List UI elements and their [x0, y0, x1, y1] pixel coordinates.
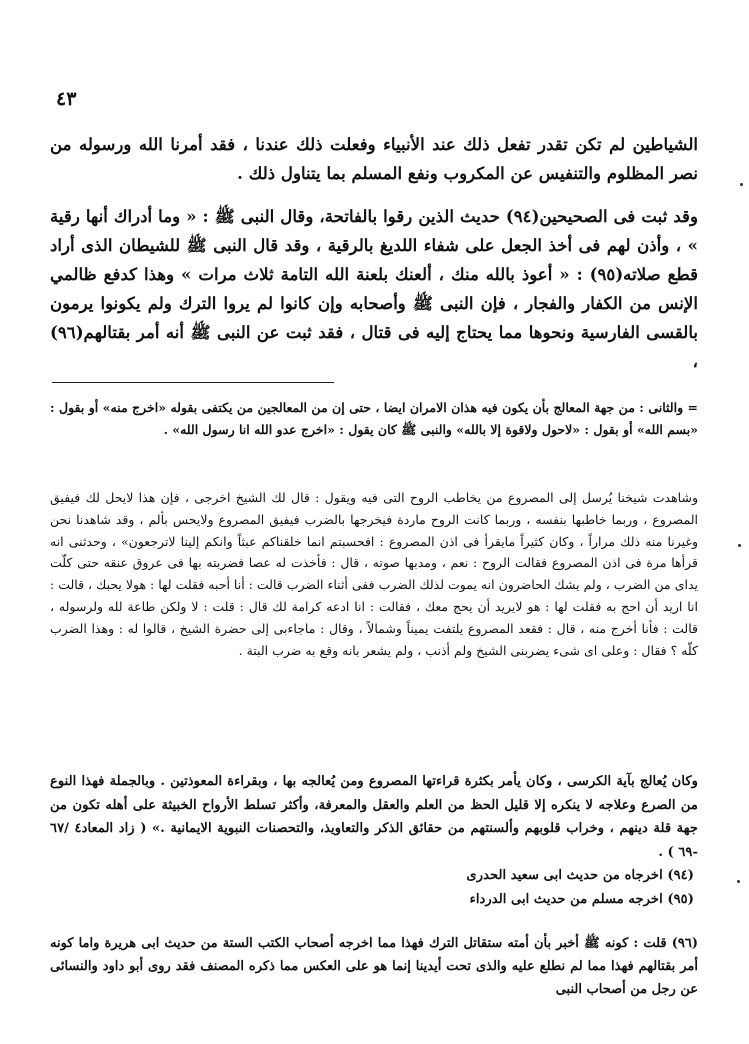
footnote-continuation	[50, 397, 698, 441]
main-text	[50, 130, 698, 376]
footnote-paragraph: وشاهدت شيخنا يُرسل إلى المصروع من يخاطب الروح التى فيه ويقول : قال لك الشيخ اخرجى ، فإن هذا لايحل لك فيفيق المصروع ، وربما خاطبها بنفسه ، وربما كانت الروح ماردة فيخرجها بالضرب فيفيق المصروع ولايحس بألم ، وقد شاهدنا نحن وغيرنا منه ذلك مراراً ، وكان كثيراً مايقرأ فى اذن المصروع : افحسبتم انما خلقناكم عبثاً وانكم إلينا لاترجعون» ، وحدثنى انه قرأها مرة فى اذن المصروع فقالت الروح : نعم ، ومدبها صوته ، قال : فأخذت له عصا فضربته بها فى عروق عنقه حتى كلّت يداى من الضرب ، ولم يشك الحاضرون انه يموت لذلك الضرب ففى أثناء الضرب قالت : أنا أحبه فقلت لها : هولا يحبك ، قالت : انا اريد أن احج به فقلت لها : هو لايريد أن يحج معك ، فقالت : انا ادعه كرامة لك قال : قلت : لا ولكن طاعة لله ولرسوله ، قالت : فأنا أخرج منه ، قال : فقعد المصروع يلتفت يميناً وشمالاً ، وقال : ماجاءبى إلى حضرة الشيخ ، قالوا له : وهذا الضرب كلّه ؟ فقال : وعلى اى شىء يضربنى الشيخ ولم أذنب ، ولم يشعر بانه وقع به ضرب البتة .	[50, 490, 698, 658]
footnote-paragraph-block	[50, 487, 698, 661]
scan-speck	[740, 183, 743, 186]
scan-speck	[738, 544, 741, 547]
footnote-paragraph: وكان يُعالج بآية الكرسى ، وكان يأمر بكثرة قراءتها المصروع ومن يُعالجه بها ، وبقراءة المعوذتين . وبالجملة فهذا النوع من الصرع وعلاجه لا ينكره إلا قليل الحظ من العلم والعقل والمعرفة، وأكثر تسلط الأرواح الخبيثة على أهله تكون من جهة قلة دينهم ، وخراب قلوبهم وألسنتهم من حقائق الذكر والتعاويذ، والتحصنات النبوية الايمانية .» ( زاد المعاد٤ /٦٧ -٦٩ ) .	[50, 774, 698, 860]
footnote-95: (٩٥) اخرجه مسلم من حديث ابى الدرداء	[469, 891, 694, 907]
footnote-96-block	[50, 932, 698, 1001]
footnote-94: (٩٤) اخرجاه من حديث ابى سعيد الحدرى	[466, 868, 694, 883]
paragraph: وقد ثبت فى الصحيحين(٩٤) حديث الذين رقوا بالفاتحة، وقال النبى ﷺ : « وما أدراك أنها رقية » ، وأذن لهم فى أخذ الجعل على شفاء اللديغ بالرقية ، وقد قال النبى ﷺ للشيطان الذى أراد قطع صلاته(٩٥) : « أعوذ بالله منك ، ألعنك بلعنة الله التامة ثلاث مرات » وهذا كدفع ظالمي الإنس من الكفار والفجار ، فإن النبى ﷺ وأصحابه وإن كانوا لم يروا الترك ولم يكونوا يرمون بالقسى الفارسية ونحوها مما يحتاج إليه فى قتال ، فقد ثبت عن النبى ﷺ أنه أمر بقتالهم(٩٦) ،	[50, 206, 699, 371]
footnote-96: (٩٦) قلت : كونه ﷺ أخبر بأن أمته ستقاتل الترك فهذا مما اخرجه أصحاب الكتب الستة من حديث ابى هريرة واما كونه أمر بقتالهم فهذا مما لم نطلع عليه والذى تحت أيدينا إنما هو على العكس مما ذكره المصنف فقد روى أبو داود والنسائى عن رجل من أصحاب النبى	[50, 936, 698, 997]
footnote-paragraph: = والثانى : من جهة المعالج بأن يكون فيه هذان الامران ايضا ، حتى إن من المعالجين من يكتفى بقوله «اخرج منه» أو بقول : «بسم الله» أو بقول : «لاحول ولاقوة إلا بالله» والنبى ﷺ كان يقول : «اخرج عدو الله انا رسول الله» .	[50, 400, 698, 437]
paragraph: الشياطين لم تكن تقدر تفعل ذلك عند الأنبياء وفعلت ذلك عندنا ، فقد أمرنا الله ورسوله من نصر المظلوم والتنفيس عن المكروب ونفع المسلم بما يتناول ذلك .	[50, 134, 698, 183]
footnote-divider	[52, 382, 334, 383]
page-number: ٤٣	[56, 88, 77, 110]
footnote-paragraph-block	[50, 770, 698, 911]
scan-speck	[737, 880, 740, 883]
